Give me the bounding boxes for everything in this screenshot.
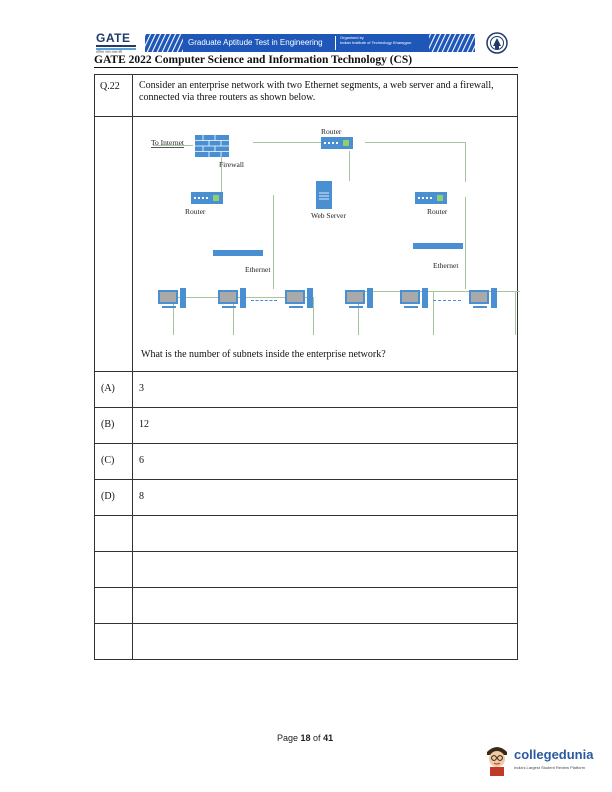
computer-icon	[158, 288, 186, 310]
option-row	[95, 480, 518, 516]
page-current: 18	[300, 733, 311, 743]
empty-cell	[95, 624, 133, 660]
empty-cell	[95, 516, 133, 552]
right-router-uplink	[465, 142, 466, 182]
server-link	[349, 151, 350, 181]
empty-cell	[95, 588, 133, 624]
option-value-cell	[133, 480, 518, 516]
page-of: of	[310, 733, 324, 743]
question-text-cell	[133, 75, 518, 117]
left-router-ethernet-link	[273, 195, 274, 289]
empty-cell	[95, 552, 133, 588]
top-router-label: Router	[321, 127, 342, 136]
iit-kharagpur-emblem-icon	[485, 31, 509, 55]
question-number-cell	[95, 75, 133, 117]
left-drop	[313, 297, 314, 335]
router-router-link	[365, 142, 465, 143]
empty-row	[95, 552, 518, 588]
document-title: GATE 2022 Computer Science and Information Technology (CS)	[94, 54, 413, 66]
question-row	[95, 75, 518, 117]
question-text: Consider an enterprise network with two Ethernet segments, a web server and a firewall, connected via three routers as shown below.	[139, 80, 494, 103]
internet-label: To Internet	[151, 138, 185, 147]
router-icon	[191, 192, 223, 204]
gate-logo	[96, 32, 144, 56]
firewall-icon	[195, 135, 229, 157]
option-row	[95, 372, 518, 408]
option-label: (A)	[101, 383, 115, 394]
gate-logo-text: GATE	[96, 31, 131, 45]
ethernet-switch-icon	[413, 243, 463, 249]
empty-row	[95, 516, 518, 552]
option-value: 6	[139, 455, 144, 466]
left-ethernet-label: Ethernet	[245, 265, 271, 274]
server-icon	[316, 181, 332, 209]
option-value: 12	[139, 419, 149, 430]
organiser-name: Indian Institute of Technology Kharagpur	[340, 40, 412, 45]
empty-row	[95, 624, 518, 660]
right-drop	[433, 291, 434, 335]
empty-cell	[133, 552, 518, 588]
empty-row	[95, 588, 518, 624]
option-label: (B)	[101, 419, 115, 430]
option-value: 3	[139, 383, 144, 394]
option-value-cell	[133, 372, 518, 408]
diagram-cell	[133, 117, 518, 372]
diagram-empty-cell	[95, 117, 133, 372]
option-label-cell	[95, 480, 133, 516]
brand-name: collegedunia	[514, 747, 594, 762]
banner-title: Graduate Aptitude Test in Engineering	[188, 38, 323, 47]
option-row	[95, 444, 518, 480]
computer-icon	[218, 288, 246, 310]
banner-organiser	[340, 35, 412, 45]
sub-question: What is the number of subnets inside the enterprise network?	[141, 349, 386, 360]
organised-by-label: Organised by	[340, 35, 364, 40]
collegedunia-mascot-icon	[484, 742, 510, 776]
option-label: (D)	[101, 491, 115, 502]
question-table	[94, 74, 518, 660]
option-value-cell	[133, 444, 518, 480]
option-label: (C)	[101, 455, 115, 466]
title-divider	[94, 67, 518, 68]
option-label-cell	[95, 408, 133, 444]
gate-logo-tagline: प्रतिभा सत्य लक्ष्य की	[96, 50, 123, 54]
option-value-cell	[133, 408, 518, 444]
logo-stripe	[96, 45, 136, 47]
page-prefix: Page	[277, 733, 301, 743]
computer-icon	[400, 288, 428, 310]
left-router-label: Router	[185, 207, 206, 216]
router-icon	[321, 137, 353, 149]
more-computers-indicator	[251, 300, 277, 301]
ethernet-switch-icon	[213, 250, 263, 256]
option-label-cell	[95, 372, 133, 408]
firewall-label: Firewall	[219, 160, 244, 169]
more-computers-indicator	[433, 300, 461, 301]
network-diagram	[133, 117, 517, 371]
computer-icon	[469, 288, 497, 310]
computer-icon	[345, 288, 373, 310]
option-value: 8	[139, 491, 144, 502]
empty-cell	[133, 588, 518, 624]
page-number	[277, 733, 333, 743]
web-server-label: Web Server	[311, 211, 347, 220]
option-row	[95, 408, 518, 444]
empty-cell	[133, 516, 518, 552]
computer-icon	[285, 288, 313, 310]
right-router-label: Router	[427, 207, 448, 216]
right-drop	[515, 291, 516, 335]
right-router-ethernet-link	[465, 197, 466, 289]
page-total: 41	[323, 733, 334, 743]
question-number: Q.22	[100, 81, 120, 92]
router-icon	[415, 192, 447, 204]
diagram-row	[95, 117, 518, 372]
right-ethernet-label: Ethernet	[433, 261, 459, 270]
option-label-cell	[95, 444, 133, 480]
brand-tagline: India's Largest Student Review Platform	[514, 765, 586, 770]
empty-cell	[133, 624, 518, 660]
